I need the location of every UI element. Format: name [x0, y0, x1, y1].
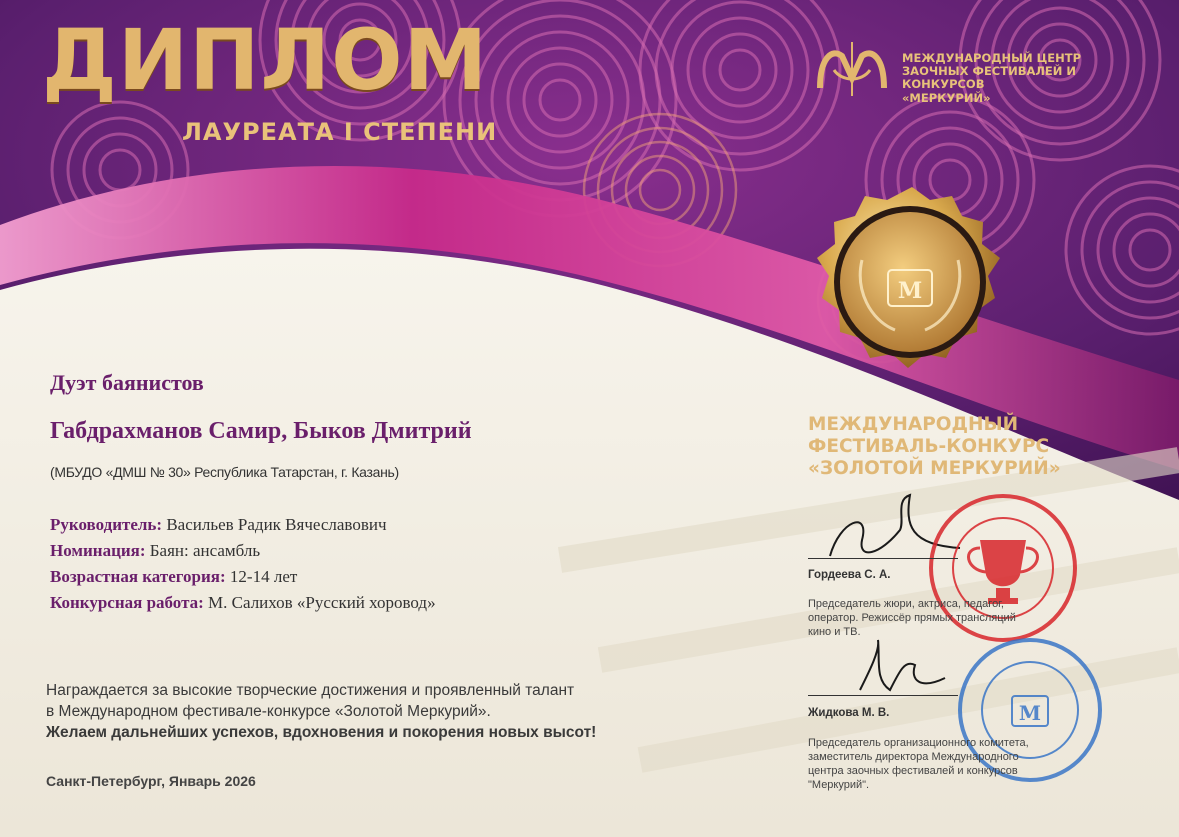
- detail-row: [50, 512, 436, 538]
- details-list: [50, 512, 436, 616]
- signature-desc-line: центра заочных фестивалей и конкурсов: [808, 765, 1018, 777]
- organizer-name: [902, 52, 1162, 105]
- award-line: Желаем дальнейших успехов, вдохновения и покорения новых высот!: [46, 724, 597, 741]
- detail-value: Баян: ансамбль: [149, 541, 261, 560]
- detail-label: Номинация:: [50, 541, 146, 560]
- signature-desc-line: Председатель организационного комитета,: [808, 737, 1029, 749]
- signature-desc-line: "Меркурий".: [808, 779, 870, 791]
- detail-row: [50, 590, 436, 616]
- signature-line: [808, 695, 958, 696]
- award-text: [46, 680, 596, 743]
- participant-names: Габдрахманов Самир, Быков Дмитрий: [50, 418, 472, 444]
- group-title: Дуэт баянистов: [50, 370, 204, 395]
- signature-desc-line: оператор. Режиссёр прямых трансляций: [808, 612, 1016, 624]
- svg-text:М: М: [1018, 701, 1042, 725]
- detail-label: Возрастная категория:: [50, 567, 226, 586]
- place-date: Санкт-Петербург, Январь 2026: [46, 773, 256, 789]
- detail-label: Конкурсная работа:: [50, 593, 204, 612]
- detail-value: М. Салихов «Русский хоровод»: [208, 593, 436, 612]
- signature-description: [808, 736, 1058, 792]
- award-line: Награждается за высокие творческие достижения и проявленный талант: [46, 682, 575, 699]
- detail-row: [50, 564, 436, 590]
- organizer-line: ЗАОЧНЫХ ФЕСТИВАЛЕЙ И КОНКУРСОВ: [902, 64, 1077, 92]
- signature-desc-line: кино и ТВ.: [808, 626, 861, 638]
- festival-line: «ЗОЛОТОЙ МЕРКУРИЙ»: [808, 458, 1061, 479]
- diploma-title: ДИПЛОМ: [42, 11, 489, 109]
- organizer-line: МЕЖДУНАРОДНЫЙ ЦЕНТР: [902, 51, 1082, 65]
- detail-value: 12-14 лет: [229, 567, 298, 586]
- detail-label: Руководитель:: [50, 515, 163, 534]
- institution: (МБУДО «ДМШ № 30» Республика Татарстан, г. Казань): [50, 464, 399, 480]
- mercury-logo-icon: [812, 38, 892, 98]
- festival-line: ФЕСТИВАЛЬ-КОНКУРС: [808, 436, 1050, 457]
- festival-title: [808, 414, 1108, 480]
- svg-text:М: М: [897, 278, 923, 304]
- signature-desc-line: заместитель директора Международного: [808, 751, 1019, 763]
- detail-value: Васильев Радик Вячеславович: [166, 515, 387, 534]
- signature-description: [808, 597, 1058, 639]
- diploma-degree: ЛАУРЕАТА I СТЕПЕНИ: [182, 118, 498, 146]
- signature-name: Жидкова М. В.: [808, 707, 890, 719]
- organizer-line: «МЕРКУРИЙ»: [902, 90, 991, 105]
- detail-row: [50, 538, 436, 564]
- award-line: в Международном фестивале-конкурсе «Золотой Меркурий».: [46, 703, 491, 720]
- signature-name: Гордеева С. А.: [808, 569, 891, 581]
- signature-desc-line: Председатель жюри, актриса, педагог,: [808, 598, 1004, 610]
- festival-line: МЕЖДУНАРОДНЫЙ: [808, 414, 1019, 435]
- signature-line: [808, 558, 958, 559]
